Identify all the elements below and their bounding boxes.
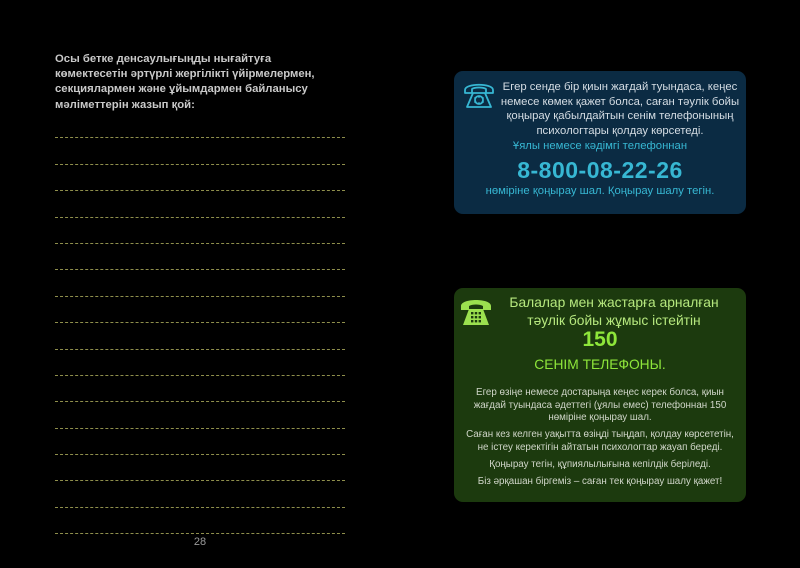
writing-line <box>55 165 345 191</box>
writing-line <box>55 429 345 455</box>
trust-phone-subtitle: Ұялы немесе кәдімгі телефоннан <box>512 140 688 152</box>
writing-line <box>55 112 345 138</box>
youth-hotline-title: Балалар мен жастарға арналған тәулік бойы жұмыс істейтін <box>509 295 719 328</box>
writing-lines <box>55 112 345 534</box>
youth-hotline-body <box>462 387 738 494</box>
writing-line <box>55 191 345 217</box>
writing-line <box>55 508 345 534</box>
writing-line <box>55 297 345 323</box>
youth-hotline-label: СЕНІМ ТЕЛЕФОНЫ. <box>534 357 666 372</box>
left-intro-text: Осы бетке денсаулығыңды нығайтуға көмектесетін әртүрлі жергілікті үйірмелермен, секциялармен және ұйымдармен байланысу мәліметтерін жазып қой: <box>55 53 315 111</box>
writing-line <box>55 244 345 270</box>
writing-line <box>55 481 345 507</box>
youth-hotline-paragraph: Қоңырау тегін, құпиялылығына кепілдік беріледі. <box>489 459 711 471</box>
trust-phone-intro: Егер сенде бір қиын жағдай туындаса, кеңес немесе көмек қажет болса, саған тәулік бойы қоңырау қабылдайтын сенім телефонының психологтары қолдау көрсетеді. <box>500 81 740 137</box>
writing-line <box>55 323 345 349</box>
youth-hotline-number: 150 <box>582 328 618 351</box>
telephone-icon <box>458 293 494 329</box>
telephone-icon <box>461 77 497 113</box>
youth-hotline-paragraph: Біз әрқашан біргеміз – саған тек қоңырау шалу қажет! <box>477 476 723 488</box>
writing-line <box>55 402 345 428</box>
writing-line <box>55 455 345 481</box>
trust-phone-box <box>454 71 746 214</box>
trust-phone-call-text: нөміріне қоңырау шал. Қоңырау шалу тегін. <box>485 185 715 197</box>
writing-line <box>55 350 345 376</box>
youth-hotline-paragraph: Егер өзіңе немесе достарыңа кеңес керек болса, қиын жағдай туындаса әдеттегі (ұялы емес) телефоннан 150 нөміріне қоңырау шал. <box>473 387 727 424</box>
writing-line <box>55 218 345 244</box>
trust-phone-number: 8-800-08-22-26 <box>517 157 683 183</box>
youth-hotline-paragraph: Саған кез келген уақытта өзіңді тыңдап, қолдау көрсететін, не істеу керектігін айтатын психологтар жауап береді. <box>466 429 734 453</box>
writing-line <box>55 138 345 164</box>
youth-hotline-box <box>454 288 746 502</box>
page-number: 28 <box>193 536 207 548</box>
writing-line <box>55 376 345 402</box>
writing-line <box>55 270 345 296</box>
